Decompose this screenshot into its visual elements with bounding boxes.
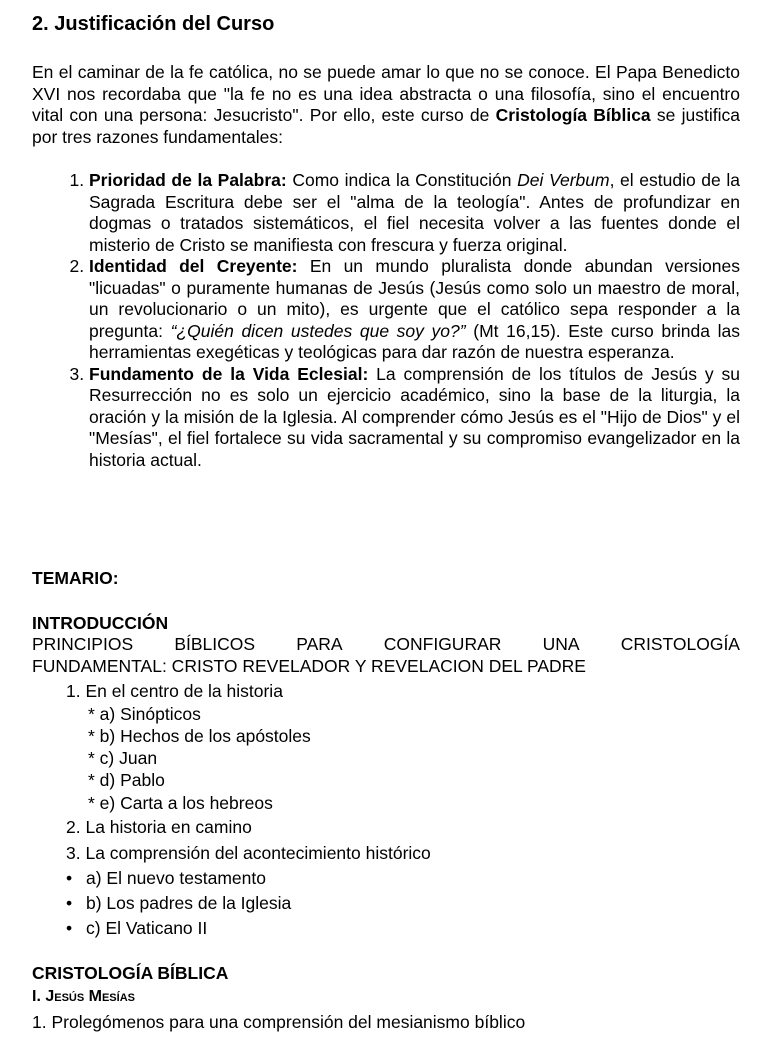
principios-word: BÍBLICOS: [174, 634, 256, 654]
jesus-mesias-heading: I. Jesús Mesías: [32, 988, 135, 1005]
principios-word: CRISTOLOGÍA: [620, 634, 740, 654]
temario-subitem: * c) Juan: [88, 748, 158, 768]
intro-text-2: se justifica por tres razones fundamentales:: [32, 105, 741, 147]
reason-italic: “¿Quién dicen ustedes que soy yo?”: [170, 320, 466, 341]
principios-word: PARA: [296, 634, 343, 654]
bullet-text: c) El Vaticano II: [86, 918, 208, 938]
intro-bold-course: Cristología Bíblica: [495, 105, 651, 125]
reason-text: La comprensión de los títulos de Jesús y su Resurrección no es solo un ejercicio académico, sino la base de la liturgia, la oración y la misión de la Iglesia. Al comprender cómo Jesús es el "Hijo de Dios" y el "Mesías", el fiel fortalece su vida sacramental y su compromiso evangelizador en la historia actual.: [89, 363, 740, 470]
temario-subitem: * d) Pablo: [88, 770, 165, 790]
reason-title: Fundamento de la Vida Eclesial:: [89, 363, 369, 384]
cristologia-heading: CRISTOLOGÍA BÍBLICA: [32, 963, 229, 983]
bullet-text: b) Los padres de la Iglesia: [86, 893, 292, 913]
bullet-icon: •: [66, 918, 73, 938]
reason-item: [89, 170, 740, 256]
reason-title: Identidad del Creyente:: [89, 256, 298, 276]
reason-text: (Mt 16,15). Este curso brinda las herramientas exegéticas y teológicas para dar razón de nuestra esperanza.: [89, 320, 741, 362]
temario-item-1: 1. En el centro de la historia: [66, 681, 283, 701]
principios-line-1: [32, 633, 740, 655]
temario-bullet-item: [66, 917, 207, 939]
temario-subitem: * a) Sinópticos: [88, 704, 201, 724]
reason-title: Prioridad de la Palabra:: [89, 170, 287, 190]
intro-text-1: En el caminar de la fe católica, no se puede amar lo que no se conoce. El Papa Benedicto XVI nos recordaba que "la fe no es una idea abstracta o una filosofía, sino el encuentro vital con una persona: Jesucristo". Por ello, este curso de: [32, 62, 740, 125]
section-title: 2. Justificación del Curso: [32, 13, 275, 35]
temario-subitem: * e) Carta a los hebreos: [88, 793, 273, 813]
reason-text: , el estudio de la Sagrada Escritura debe ser el "alma de la teología". Antes de profundizar en dogmas o tratados sistemáticos, el fiel necesita volver a las fuentes donde el misterio de Cristo se manifiesta con frescura y fuerza original.: [89, 170, 741, 255]
intro-paragraph: [32, 62, 740, 148]
temario-item-2: 2. La historia en camino: [66, 817, 252, 837]
reason-item: [89, 256, 740, 364]
bullet-icon: •: [66, 893, 73, 913]
temario-item-3: 3. La comprensión del acontecimiento histórico: [66, 843, 431, 863]
principios-heading: [32, 633, 740, 677]
temario-bullet-item: [66, 892, 291, 914]
reasons-list: [32, 170, 740, 471]
bullet-icon: •: [66, 868, 73, 888]
principios-word: CONFIGURAR: [383, 634, 502, 654]
introduccion-heading: INTRODUCCIÓN: [32, 613, 169, 633]
reason-text: En un mundo pluralista donde abundan versiones "licuadas" o puramente humanas de Jesús (Jesús como solo un maestro de moral, un revolucionario o un mito), es urgente que el católico sepa responder a la pregunta:: [89, 256, 740, 341]
temario-subitem: * b) Hechos de los apóstoles: [88, 726, 311, 746]
principios-line-2: FUNDAMENTAL: CRISTO REVELADOR Y REVELACION DEL PADRE: [32, 656, 586, 676]
bullet-text: a) El nuevo testamento: [86, 868, 266, 888]
prolegomenos-item: 1. Prolegómenos para una comprensión del mesianismo bíblico: [32, 1012, 526, 1032]
principios-word: UNA: [542, 634, 580, 654]
principios-word: PRINCIPIOS: [32, 634, 134, 654]
reason-text: Como indica la Constitución: [286, 170, 518, 190]
reason-item: [89, 364, 740, 472]
reason-italic: Dei Verbum: [517, 170, 610, 190]
temario-label: TEMARIO:: [32, 568, 119, 588]
temario-bullet-item: [66, 867, 266, 889]
